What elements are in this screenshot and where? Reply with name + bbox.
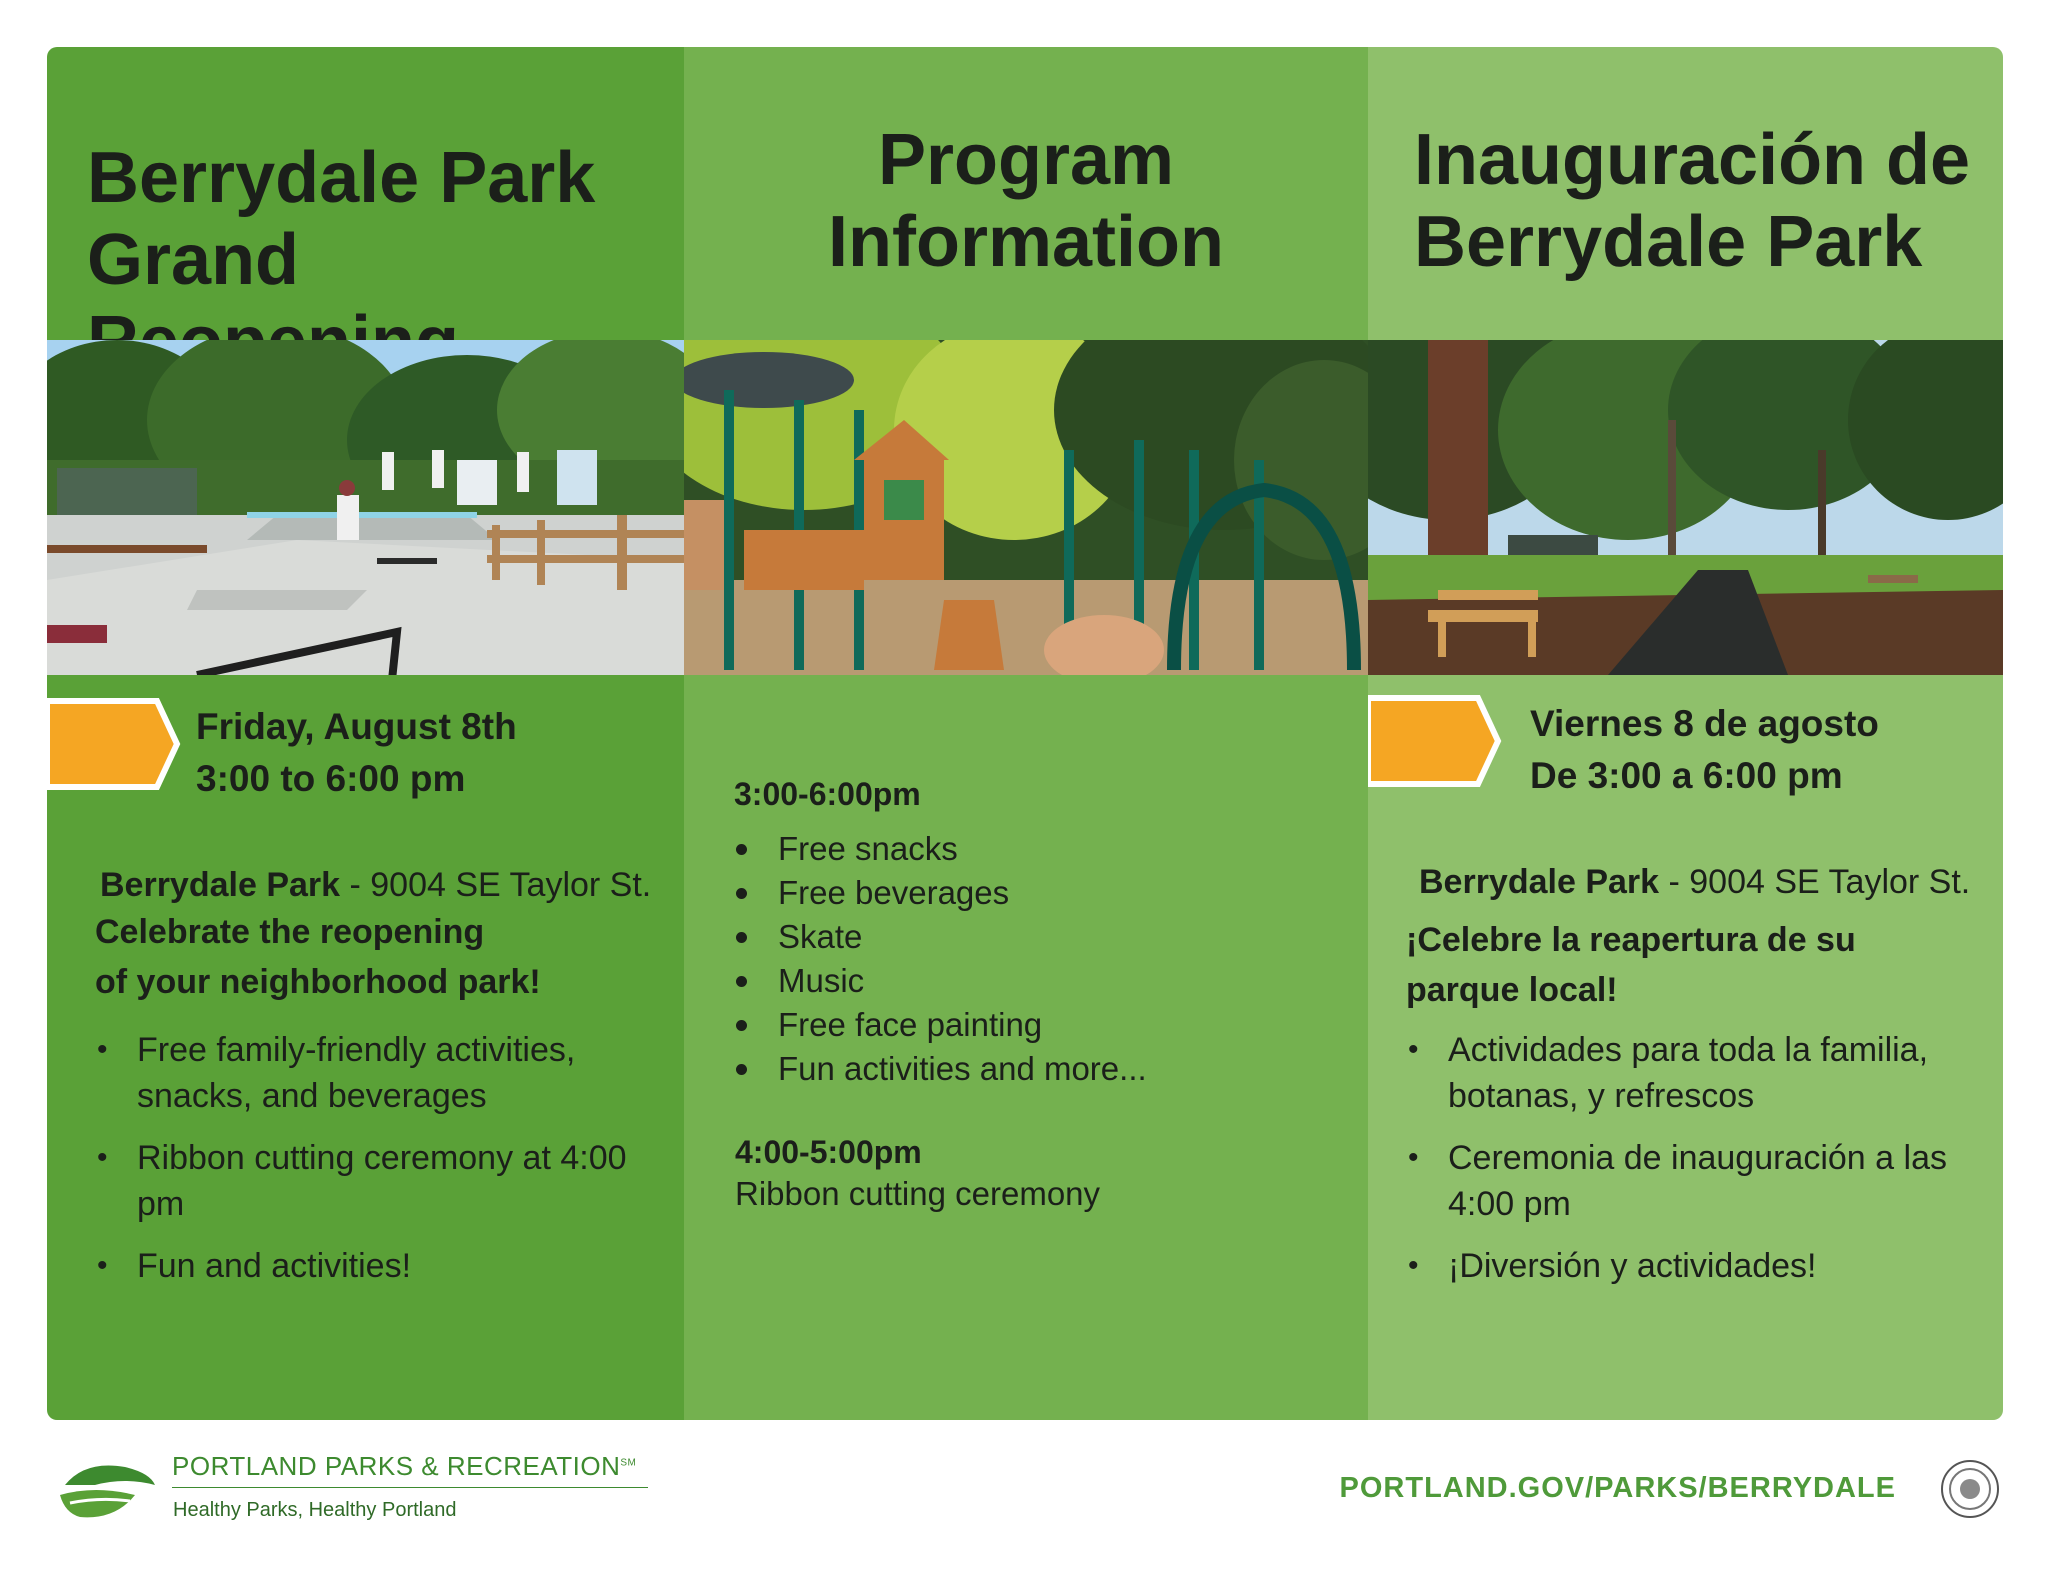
skatepark-photo <box>47 340 684 675</box>
park-address: Berrydale Park - 9004 SE Taylor St. <box>100 866 652 904</box>
park-path-photo <box>1368 340 2003 675</box>
list-item: Free beverages <box>734 871 1147 915</box>
ceremony-label: Ribbon cutting ceremony <box>735 1175 1101 1212</box>
list-item: • Free family-friendly activities, snacks, and beverages <box>97 1027 637 1119</box>
city-seal-icon <box>1940 1459 2000 1519</box>
english-panel <box>47 47 684 1420</box>
program-list <box>734 827 1147 1091</box>
list-item: Free face painting <box>734 1003 1147 1047</box>
program-time-1: 3:00-6:00pm <box>734 776 921 812</box>
list-item: Music <box>734 959 1147 1003</box>
list-item: Fun activities and more... <box>734 1047 1147 1091</box>
list-item: • Ribbon cutting ceremony at 4:00 pm <box>97 1135 637 1227</box>
list-item: • Actividades para toda la familia, botanas, y refrescos <box>1408 1027 1968 1119</box>
list-item: Skate <box>734 915 1147 959</box>
list-item: • ¡Diversión y actividades! <box>1408 1243 1968 1289</box>
celebrate-heading-es: ¡Celebre la reapertura de su parque local! <box>1406 921 1856 1009</box>
event-flyer <box>47 47 2003 1420</box>
event-date: Friday, August 8th 3:00 to 6:00 pm <box>196 706 517 799</box>
list-item: • Fun and activities! <box>97 1243 637 1289</box>
park-address-es: Berrydale Park - 9004 SE Taylor St. <box>1419 863 1971 901</box>
org-name: PORTLAND PARKS & RECREATION℠ <box>172 1451 637 1481</box>
spanish-bullet-list <box>1408 1027 1968 1305</box>
event-url-link[interactable]: PORTLAND.GOV/PARKS/BERRYDALE <box>1339 1472 1896 1504</box>
program-time-2: 4:00-5:00pm <box>735 1134 922 1170</box>
english-bullet-list <box>97 1027 637 1305</box>
program-panel <box>684 47 1368 1420</box>
spanish-title: Inauguración de Berrydale Park <box>1414 120 1971 282</box>
fecha-arrow-icon <box>1368 694 1503 788</box>
list-item: • Ceremonia de inauguración a las 4:00 pm <box>1408 1135 1968 1227</box>
playground-photo <box>684 340 1368 675</box>
program-title: Program Information <box>828 120 1224 282</box>
fecha-evento: Viernes 8 de agosto De 3:00 a 6:00 pm <box>1530 703 1879 796</box>
date-arrow-icon <box>47 697 182 791</box>
parks-leaf-logo-icon <box>55 1455 160 1530</box>
org-tagline: Healthy Parks, Healthy Portland <box>173 1499 457 1521</box>
celebrate-heading: Celebrate the reopening of your neighborhood park! <box>95 913 541 1001</box>
english-title: Berrydale Park Grand <box>87 138 596 300</box>
list-item: Free snacks <box>734 827 1147 871</box>
spanish-panel <box>1368 47 2003 1420</box>
org-divider <box>172 1487 648 1488</box>
